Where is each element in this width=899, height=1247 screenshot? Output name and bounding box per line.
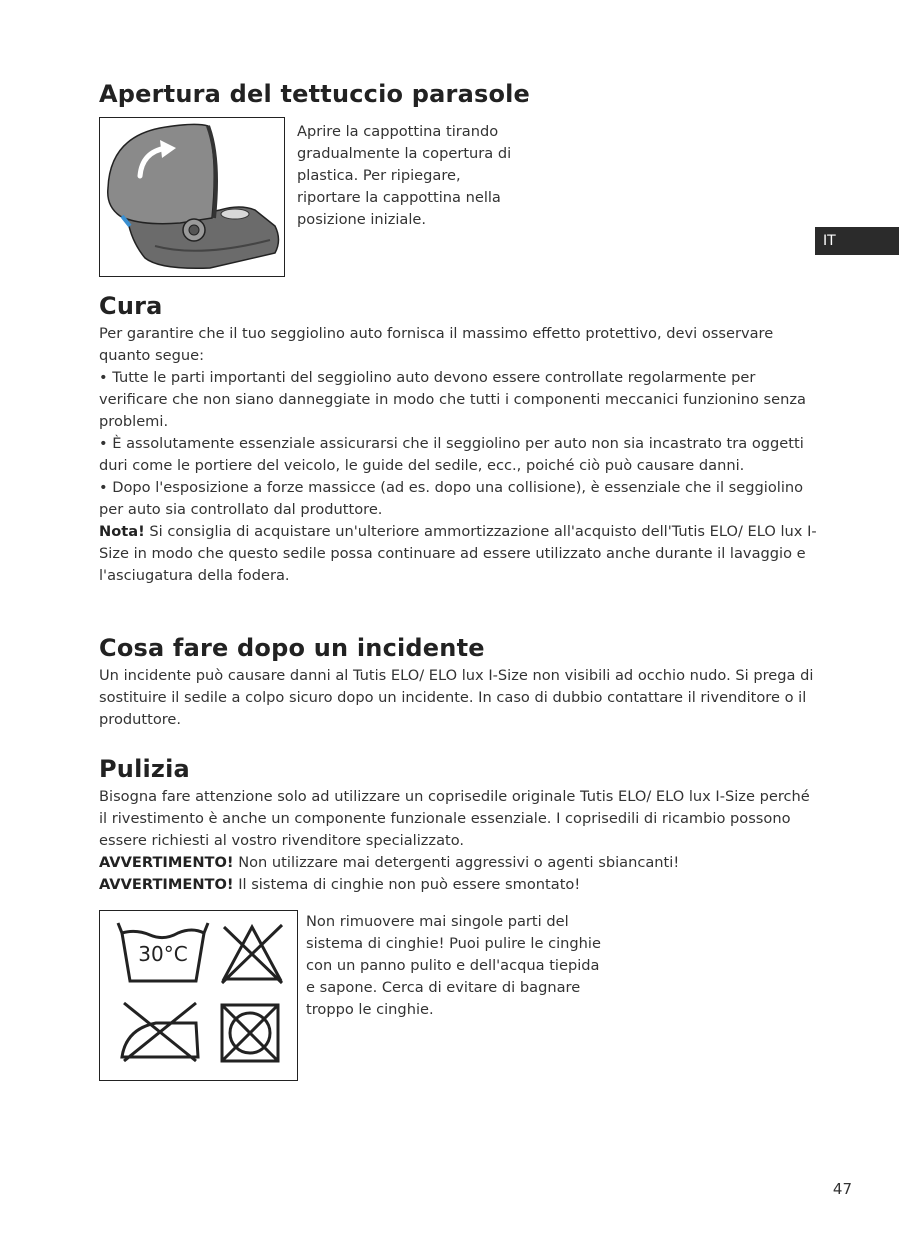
care-intro: Per garantire che il tuo seggiolino auto fornisca il massimo effetto protettivo, devi osservare quanto segue: (99, 325, 774, 364)
cleaning-body (99, 786, 814, 896)
care-bullet-2: • È assolutamente essenziale assicurarsi che il seggiolino per auto non sia incastrato tra oggetti duri come le portiere del veicolo, le guide del sedile, ecc., poiché ciò può causare danni. (99, 435, 804, 474)
care-body (99, 323, 819, 587)
note-text: Si consiglia di acquistare un'ulteriore ammortizzazione all'acquisto dell'Tutis ELO/ ELO lux I-Size in modo che questo sedile possa continuare ad essere utilizzato anche durante il lavaggio e l'asciugatura della fodera. (99, 523, 817, 584)
no-tumble-dry-icon (222, 1005, 278, 1061)
warning-2-text: Il sistema di cinghie non può essere smontato! (233, 876, 581, 893)
warning-2-label: AVVERTIMENTO! (99, 876, 234, 893)
wash-30-icon (118, 923, 208, 981)
canopy-instructions: Aprire la cappottina tirando gradualmente la copertura di plastica. Per ripiegare, riportare la cappottina nella posizione iniziale. (297, 123, 512, 228)
heading-after-accident: Cosa fare dopo un incidente (99, 634, 485, 662)
wash-temperature-label: 30°C (138, 942, 188, 966)
car-seat-canopy-illustration-icon (99, 117, 285, 277)
page-number: 47 (832, 1180, 852, 1198)
heading-sun-canopy: Apertura del tettuccio parasole (99, 80, 531, 108)
accident-text: Un incidente può causare danni al Tutis ELO/ ELO lux I-Size non visibili ad occhio nudo. Si prega di sostituire il sedile a colpo sicuro dopo un incidente. In caso di dubbio contattare il rivenditore o il produttore. (99, 667, 814, 728)
heading-care: Cura (99, 292, 163, 320)
care-bullet-3: • Dopo l'esposizione a forze massicce (ad es. dopo una collisione), è essenziale che il seggiolino per auto sia controllato dal produttore. (99, 479, 804, 518)
care-bullet-1: • Tutte le parti importanti del seggiolino auto devono essere controllate regolarmente per verificare che non siano danneggiate in modo che tutti i componenti meccanici funzionino senza problemi. (99, 369, 806, 430)
cleaning-text: Bisogna fare attenzione solo ad utilizzare un coprisedile originale Tutis ELO/ ELO lux I-Size perché il rivestimento è anche un componente funzionale essenziale. I coprisedili di ricambio possono essere richiesti al vostro rivenditore specializzato. (99, 788, 810, 849)
warning-1 (99, 852, 814, 874)
warning-2 (99, 874, 814, 896)
no-iron-icon (122, 1003, 198, 1061)
heading-cleaning: Pulizia (99, 755, 190, 783)
no-bleach-icon (222, 925, 282, 983)
note-label: Nota! (99, 523, 145, 540)
warning-1-label: AVVERTIMENTO! (99, 854, 234, 871)
care-symbols-box (99, 910, 298, 1081)
language-tab: IT (815, 227, 899, 255)
care-note (99, 521, 819, 587)
harness-cleaning-text: Non rimuovere mai singole parti del sistema di cinghie! Puoi pulire le cinghie con un panno pulito e dell'acqua tiepida e sapone. Cerca di evitare di bagnare troppo le cinghie. (306, 913, 601, 1018)
warning-1-text: Non utilizzare mai detergenti aggressivi o agenti sbiancanti! (233, 854, 680, 871)
